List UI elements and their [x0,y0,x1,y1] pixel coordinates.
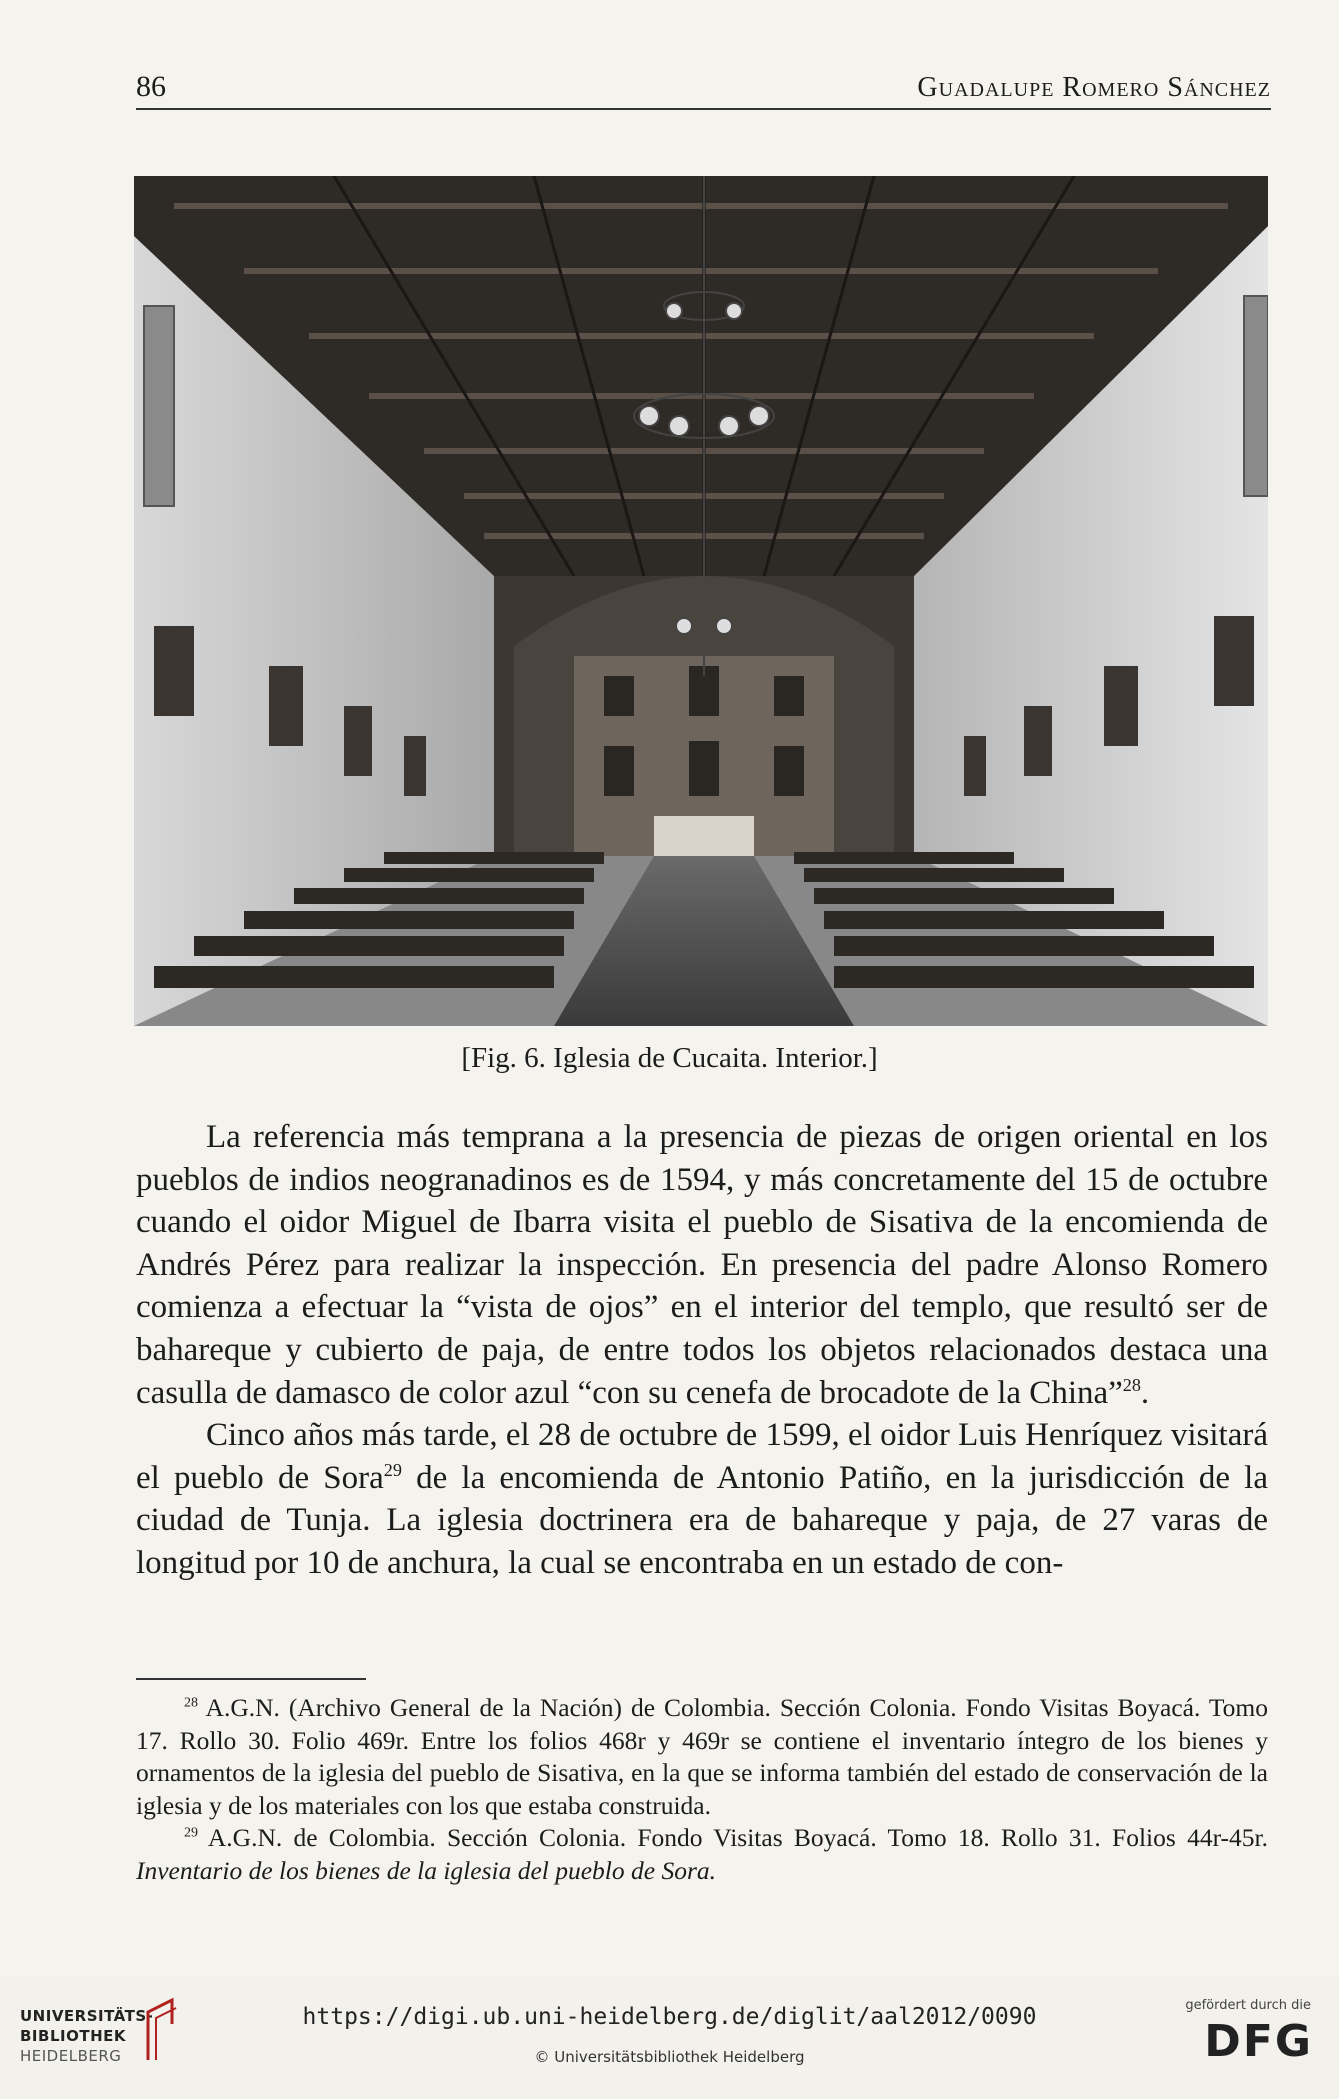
permalink-url[interactable]: https://digi.ub.uni-heidelberg.de/diglit/aal2012/0090 [302,2004,1037,2030]
p2-end: de la encomienda de Antonio Patiño, en la jurisdicción de la ciudad de Tunja. La iglesia doctrinera era de bahareque y paja, de 27 varas de longitud por 10 de anchura, la cual se encontraba en un estado de con- [136,1459,1268,1581]
footnote-29-title: Inventario de los bienes de la iglesia del pueblo de Sora. [136,1855,717,1885]
paragraph-2 [136,1414,1268,1584]
photo-illustration [134,176,1268,1026]
library-name-line-2: BIBLIOTHEK [20,2027,126,2045]
footnote-29 [136,1822,1268,1887]
body-text [136,1116,1268,1585]
footnote-rule [136,1678,366,1680]
footnote-ref-29[interactable]: 29 [383,1459,402,1480]
footnote-29-number: 29 [184,1825,199,1841]
paragraph-1 [136,1116,1268,1414]
footnotes [136,1692,1268,1887]
footnote-ref-28[interactable]: 28 [1122,1374,1141,1395]
page-number: 86 [136,70,166,103]
church-interior-photo [134,176,1268,1026]
p1-end: . [1140,1374,1150,1411]
library-name-line-1: UNIVERSITÄTS- [20,2007,154,2025]
dfg-logo[interactable]: DFG [1204,2016,1313,2067]
funded-by-label: gefördert durch die [1185,1998,1311,2013]
figure-caption: [Fig. 6. Iglesia de Cucaita. Interior.] [461,1042,878,1074]
library-name-line-3: HEIDELBERG [20,2047,122,2065]
digitization-footer [0,1976,1339,2099]
header-rule [136,108,1271,110]
footnote-28 [136,1692,1268,1822]
footnote-29-text: A.G.N. de Colombia. Sección Colonia. Fondo Visitas Boyacá. Tomo 18. Rollo 31. Folios 44r-45r. [198,1823,1268,1852]
copyright-notice: © Universitätsbibliothek Heidelberg [534,2048,805,2066]
running-head: Guadalupe Romero Sánchez [917,72,1271,103]
footnote-28-number: 28 [184,1695,199,1711]
footnote-28-text: A.G.N. (Archivo General de la Nación) de Colombia. Sección Colonia. Fondo Visitas Boyacá. Tomo 17. Rollo 30. Folio 469r. Entre los folios 468r y 469r se contiene el inventario íntegro de los bienes y ornamentos de la iglesia del pueblo de Sisativa, en la que se informa también del estado de conservación de la iglesia y de los materiales con los que estaba construida. [136,1693,1268,1820]
p2-text: Cinco años más tarde, el 28 de octubre de 1599, el oidor Luis Henríquez visitará el pueblo de Sora [136,1417,1268,1496]
p1-text: La referencia más temprana a la presencia de piezas de origen oriental en los pueblos de indios neogranadinos es de 1594, y más concretamente del 15 de octubre cuando el oidor Miguel de Ibarra visita el pueblo de Sisativa de la encomienda de Andrés Pérez para realizar la inspección. En presencia del padre Alonso Romero comienza a efectuar la “vista de ojos” en el interior del templo, que resultó ser de bahareque y cubierto de paja, de entre todos los objetos relacionados destaca una casulla de damasco de color azul “con su cenefa de brocadote de la China” [136,1119,1268,1411]
